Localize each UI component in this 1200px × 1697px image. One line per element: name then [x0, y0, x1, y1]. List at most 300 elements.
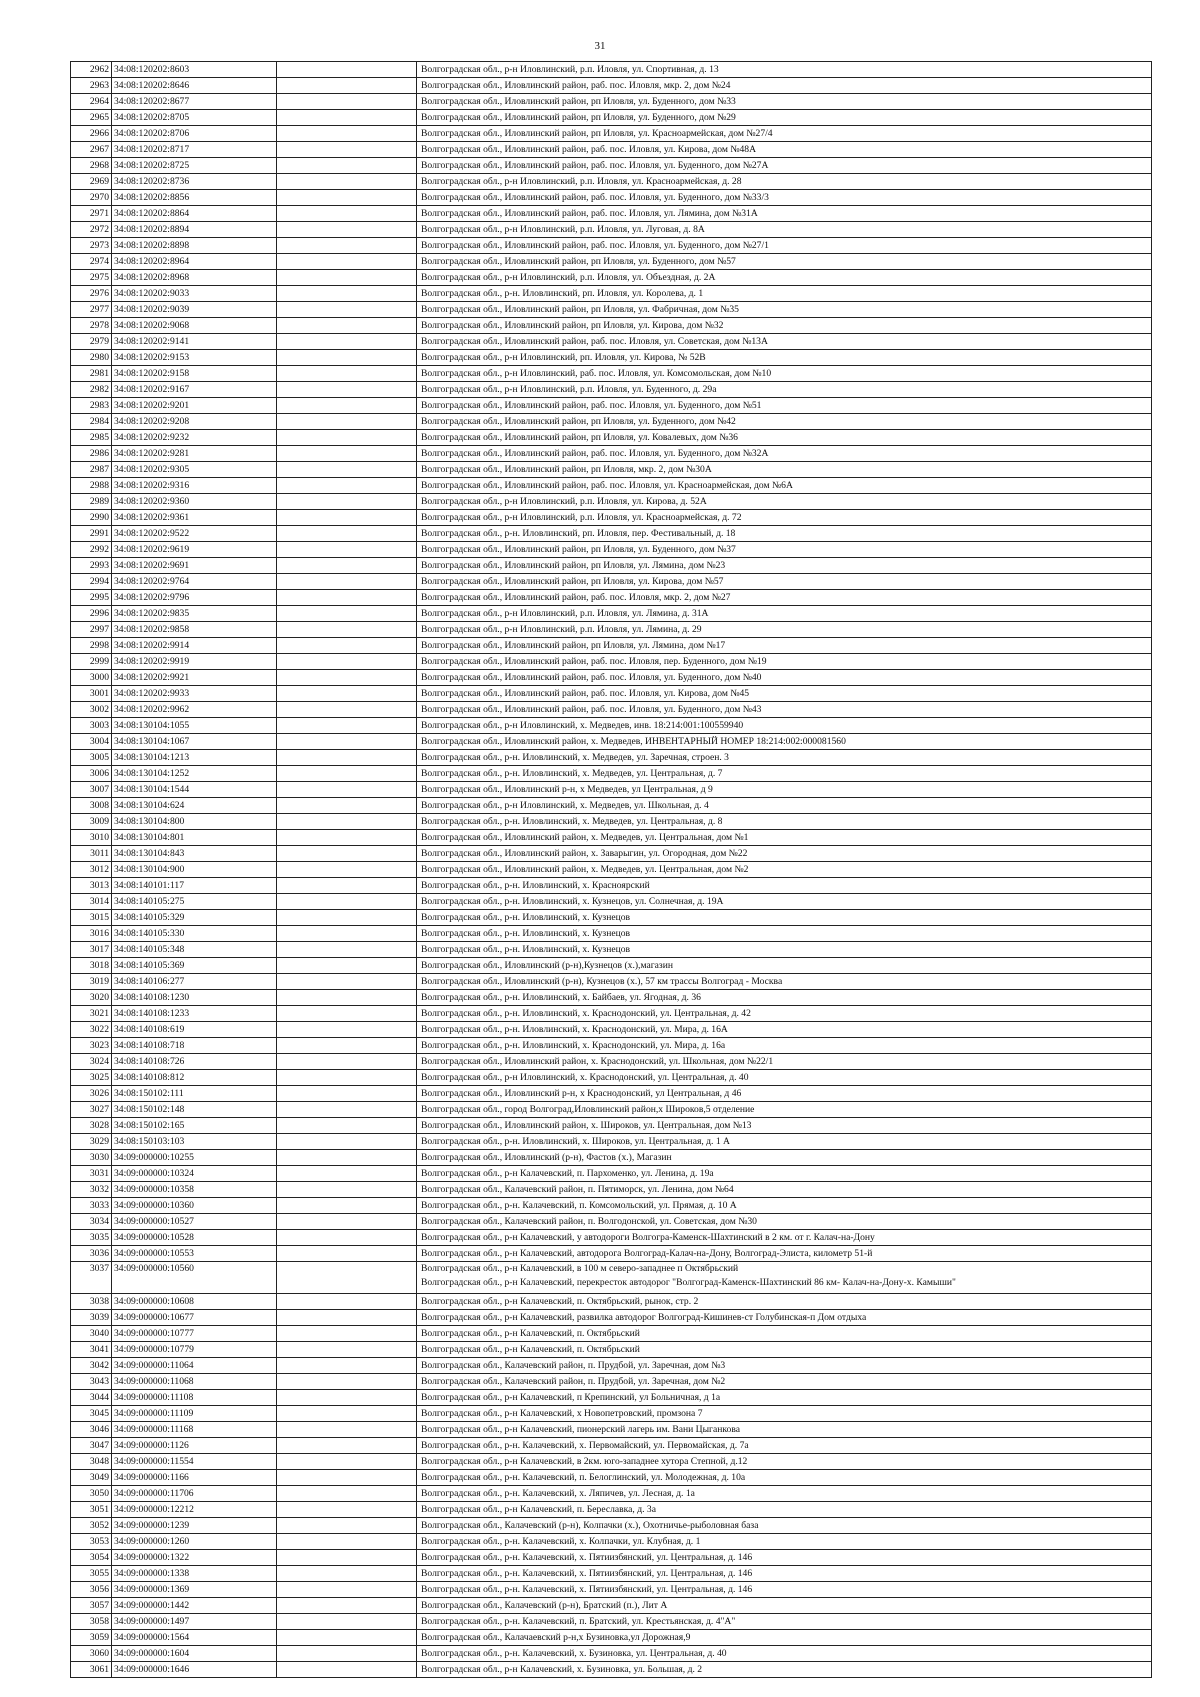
empty-cell [277, 910, 417, 926]
row-number-cell: 3013 [71, 878, 112, 894]
table-row [71, 1390, 1152, 1406]
address-cell: Волгоградская обл., Иловлинский район, рп Иловля, ул. Лямина, дом №23 [417, 558, 1152, 574]
row-number-cell: 3000 [71, 670, 112, 686]
address-cell: Волгоградская обл., р-н. Иловлинский, х. Краснодонский, ул. Мира, д. 16А [417, 1022, 1152, 1038]
empty-cell [277, 1054, 417, 1070]
row-number-cell: 2971 [71, 206, 112, 222]
cadastral-number-cell: 34:08:140108:1230 [112, 990, 277, 1006]
table-row [71, 750, 1152, 766]
address-cell: Волгоградская обл., Иловлинский район, раб. пос. Иловля, ул. Буденного, дом №43 [417, 702, 1152, 718]
cadastral-number-cell: 34:09:000000:10553 [112, 1246, 277, 1262]
cadastral-number-cell: 34:09:000000:10360 [112, 1198, 277, 1214]
cadastral-number-cell: 34:08:130104:801 [112, 830, 277, 846]
row-number-cell: 3016 [71, 926, 112, 942]
table-row [71, 1582, 1152, 1598]
address-cell: Волгоградская обл., Иловлинский р-н, х Медведев, ул Центральная, д 9 [417, 782, 1152, 798]
empty-cell [277, 1166, 417, 1182]
cadastral-number-cell: 34:08:120202:8706 [112, 126, 277, 142]
empty-cell [277, 1134, 417, 1150]
cadastral-number-cell: 34:08:130104:1067 [112, 734, 277, 750]
page-number: 31 [594, 40, 606, 52]
row-number-cell: 2965 [71, 110, 112, 126]
row-number-cell: 2987 [71, 462, 112, 478]
cadastral-number-cell: 34:08:120202:9691 [112, 558, 277, 574]
empty-cell [277, 1614, 417, 1630]
row-number-cell: 3030 [71, 1150, 112, 1166]
empty-cell [277, 286, 417, 302]
table-row [71, 238, 1152, 254]
row-number-cell: 2975 [71, 270, 112, 286]
table-row [71, 910, 1152, 926]
row-number-cell: 3014 [71, 894, 112, 910]
table-row [71, 1326, 1152, 1342]
cadastral-number-cell: 34:09:000000:10527 [112, 1214, 277, 1230]
cadastral-number-cell: 34:09:000000:1564 [112, 1630, 277, 1646]
cadastral-number-cell: 34:08:140106:277 [112, 974, 277, 990]
row-number-cell: 2981 [71, 366, 112, 382]
cadastral-number-cell: 34:08:120202:9764 [112, 574, 277, 590]
row-number-cell: 2973 [71, 238, 112, 254]
row-number-cell: 3035 [71, 1230, 112, 1246]
cadastral-number-cell: 34:09:000000:1322 [112, 1550, 277, 1566]
row-number-cell: 3041 [71, 1342, 112, 1358]
table-row [71, 222, 1152, 238]
address-cell: Волгоградская обл., р-н. Иловлинский, х. Широков, ул. Центральная, д. 1 А [417, 1134, 1152, 1150]
empty-cell [277, 830, 417, 846]
cadastral-number-cell: 34:08:150102:148 [112, 1102, 277, 1118]
empty-cell [277, 430, 417, 446]
cadastral-number-cell: 34:08:120202:9360 [112, 494, 277, 510]
row-number-cell: 3060 [71, 1646, 112, 1662]
table-row [71, 1614, 1152, 1630]
empty-cell [277, 222, 417, 238]
row-number-cell: 3017 [71, 942, 112, 958]
cadastral-number-cell: 34:08:120202:9316 [112, 478, 277, 494]
table-row [71, 798, 1152, 814]
address-cell: Волгоградская обл., р-н. Иловлинский, х. Кузнецов [417, 926, 1152, 942]
address-cell: Волгоградская обл., р-н. Калачевский, х. Пятиизбянский, ул. Центральная, д. 146 [417, 1582, 1152, 1598]
cadastral-number-cell: 34:08:120202:8736 [112, 174, 277, 190]
empty-cell [277, 1582, 417, 1598]
cadastral-number-cell: 34:08:150102:165 [112, 1118, 277, 1134]
row-number-cell: 3006 [71, 766, 112, 782]
cadastral-number-cell: 34:08:120202:8898 [112, 238, 277, 254]
empty-cell [277, 1502, 417, 1518]
empty-cell [277, 1150, 417, 1166]
row-number-cell: 2997 [71, 622, 112, 638]
table-row [71, 1038, 1152, 1054]
cadastral-number-cell: 34:08:120202:9068 [112, 318, 277, 334]
empty-cell [277, 1374, 417, 1390]
empty-cell [277, 414, 417, 430]
empty-cell [277, 1550, 417, 1566]
cadastral-number-cell: 34:08:130104:1544 [112, 782, 277, 798]
address-cell: Волгоградская обл., р-н. Калачевский, п. Братский, ул. Крестьянская, д. 4"А" [417, 1614, 1152, 1630]
row-number-cell: 3028 [71, 1118, 112, 1134]
row-number-cell: 2990 [71, 510, 112, 526]
address-cell: Волгоградская обл., р-н. Иловлинский, х. Кузнецов [417, 942, 1152, 958]
empty-cell [277, 958, 417, 974]
empty-cell [277, 334, 417, 350]
empty-cell [277, 1262, 417, 1294]
empty-cell [277, 718, 417, 734]
address-cell: Волгоградская обл., Иловлинский район, раб. пос. Иловля, ул. Советская, дом №13А [417, 334, 1152, 350]
table-row [71, 862, 1152, 878]
row-number-cell: 2964 [71, 94, 112, 110]
address-cell: Волгоградская обл., Иловлинский район, рп Иловля, ул. Буденного, дом №29 [417, 110, 1152, 126]
address-cell: Волгоградская обл., р-н. Калачевский, х. Ляпичев, ул. Лесная, д. 1а [417, 1486, 1152, 1502]
empty-cell [277, 398, 417, 414]
row-number-cell: 2986 [71, 446, 112, 462]
table-row [71, 78, 1152, 94]
address-cell: Волгоградская обл., Иловлинский район, рп Иловля, ул. Фабричная, дом №35 [417, 302, 1152, 318]
empty-cell [277, 702, 417, 718]
cadastral-number-cell: 34:08:120202:9281 [112, 446, 277, 462]
empty-cell [277, 190, 417, 206]
cadastral-number-cell: 34:09:000000:1166 [112, 1470, 277, 1486]
empty-cell [277, 1422, 417, 1438]
table-row [71, 734, 1152, 750]
cadastral-number-cell: 34:08:120202:9835 [112, 606, 277, 622]
table-row [71, 1262, 1152, 1294]
empty-cell [277, 1662, 417, 1678]
row-number-cell: 2994 [71, 574, 112, 590]
row-number-cell: 3032 [71, 1182, 112, 1198]
address-cell: Волгоградская обл., р-н. Иловлинский, х. Кузнецов, ул. Солнечная, д. 19А [417, 894, 1152, 910]
row-number-cell: 3040 [71, 1326, 112, 1342]
cadastral-number-cell: 34:08:140108:726 [112, 1054, 277, 1070]
table-row [71, 718, 1152, 734]
row-number-cell: 2989 [71, 494, 112, 510]
row-number-cell: 2988 [71, 478, 112, 494]
cadastral-number-cell: 34:08:140105:275 [112, 894, 277, 910]
empty-cell [277, 142, 417, 158]
empty-cell [277, 686, 417, 702]
row-number-cell: 3046 [71, 1422, 112, 1438]
cadastral-number-cell: 34:09:000000:1260 [112, 1534, 277, 1550]
table-row [71, 622, 1152, 638]
empty-cell [277, 798, 417, 814]
address-cell: Волгоградская обл., р-н. Калачевский, х. Пятиизбянский, ул. Центральная, д. 146 [417, 1550, 1152, 1566]
cadastral-number-cell: 34:08:120202:8603 [112, 62, 277, 78]
address-cell: Волгоградская обл., р-н Иловлинский, р.п. Иловля, ул. Красноармейская, д. 28 [417, 174, 1152, 190]
address-cell: Волгоградская обл., р-н. Калачевский, п. Белоглинский, ул. Молодежная, д. 10а [417, 1470, 1152, 1486]
cadastral-number-cell: 34:09:000000:10677 [112, 1310, 277, 1326]
table-row [71, 350, 1152, 366]
table-row [71, 814, 1152, 830]
cadastral-number-cell: 34:08:120202:8646 [112, 78, 277, 94]
cadastral-number-cell: 34:08:120202:9858 [112, 622, 277, 638]
row-number-cell: 3056 [71, 1582, 112, 1598]
address-cell: Волгоградская обл., Калачевский (р-н), Братский (п.), Лит А [417, 1598, 1152, 1614]
cadastral-number-cell: 34:09:000000:10779 [112, 1342, 277, 1358]
empty-cell [277, 318, 417, 334]
cadastral-number-cell: 34:08:120202:9232 [112, 430, 277, 446]
row-number-cell: 3036 [71, 1246, 112, 1262]
cadastral-number-cell: 34:08:120202:9201 [112, 398, 277, 414]
table-row [71, 142, 1152, 158]
address-cell: Волгоградская обл., Иловлинский район, х. Краснодонский, ул. Школьная, дом №22/1 [417, 1054, 1152, 1070]
table-row [71, 1246, 1152, 1262]
cadastral-number-cell: 34:09:000000:12212 [112, 1502, 277, 1518]
row-number-cell: 3007 [71, 782, 112, 798]
row-number-cell: 3031 [71, 1166, 112, 1182]
cadastral-number-cell: 34:09:000000:11108 [112, 1390, 277, 1406]
address-cell: Волгоградская обл., р-н. Иловлинский, х. Кузнецов [417, 910, 1152, 926]
cadastral-number-cell: 34:08:120202:9158 [112, 366, 277, 382]
row-number-cell: 3009 [71, 814, 112, 830]
table-row [71, 398, 1152, 414]
empty-cell [277, 350, 417, 366]
row-number-cell: 3027 [71, 1102, 112, 1118]
table-row [71, 958, 1152, 974]
address-cell: Волгоградская обл., Иловлинский район, раб. пос. Иловля, ул. Буденного, дом №51 [417, 398, 1152, 414]
cadastral-number-cell: 34:08:120202:8968 [112, 270, 277, 286]
table-row [71, 1518, 1152, 1534]
cadastral-number-cell: 34:08:120202:8705 [112, 110, 277, 126]
row-number-cell: 2999 [71, 654, 112, 670]
table-row [71, 1118, 1152, 1134]
address-cell: Волгоградская обл., р-н Калачевский, х Новопетровский, промзона 7 [417, 1406, 1152, 1422]
address-cell: Волгоградская обл., Иловлинский район, раб. пос. Иловля, ул. Лямина, дом №31А [417, 206, 1152, 222]
cadastral-number-cell: 34:08:120202:8725 [112, 158, 277, 174]
empty-cell [277, 1086, 417, 1102]
cadastral-number-cell: 34:08:120202:8894 [112, 222, 277, 238]
cadastral-number-cell: 34:08:120202:9933 [112, 686, 277, 702]
row-number-cell: 3051 [71, 1502, 112, 1518]
table-row [71, 510, 1152, 526]
table-row [71, 686, 1152, 702]
row-number-cell: 2993 [71, 558, 112, 574]
empty-cell [277, 1294, 417, 1310]
address-cell: Волгоградская обл., Иловлинский (р-н), Кузнецов (х.), 57 км трассы Волгоград - Москва [417, 974, 1152, 990]
empty-cell [277, 158, 417, 174]
address-cell: Волгоградская обл., Иловлинский (р-н), Фастов (х.), Магазин [417, 1150, 1152, 1166]
row-number-cell: 3023 [71, 1038, 112, 1054]
empty-cell [277, 1102, 417, 1118]
empty-cell [277, 1070, 417, 1086]
cadastral-number-cell: 34:09:000000:11168 [112, 1422, 277, 1438]
address-cell: Волгоградская обл., Иловлинский район, рп Иловля, ул. Буденного, дом №57 [417, 254, 1152, 270]
row-number-cell: 2979 [71, 334, 112, 350]
empty-cell [277, 1310, 417, 1326]
address-cell: Волгоградская обл., р-н. Иловлинский, х. Медведев, ул. Центральная, д. 7 [417, 766, 1152, 782]
row-number-cell: 2972 [71, 222, 112, 238]
table-row [71, 446, 1152, 462]
cadastral-number-cell: 34:08:120202:9033 [112, 286, 277, 302]
row-number-cell: 3061 [71, 1662, 112, 1678]
address-cell: Волгоградская обл., р-н Иловлинский, раб. пос. Иловля, ул. Комсомольская, дом №10 [417, 366, 1152, 382]
empty-cell [277, 878, 417, 894]
empty-cell [277, 814, 417, 830]
address-cell: Волгоградская обл., р-н Иловлинский, х. Медведев, ул. Школьная, д. 4 [417, 798, 1152, 814]
empty-cell [277, 622, 417, 638]
row-number-cell: 3053 [71, 1534, 112, 1550]
table-row [71, 1374, 1152, 1390]
cadastral-number-cell: 34:08:130104:900 [112, 862, 277, 878]
cadastral-number-cell: 34:08:130104:1055 [112, 718, 277, 734]
address-cell: Волгоградская обл., р-н. Калачевский, х. Бузиновка, ул. Центральная, д. 40 [417, 1646, 1152, 1662]
cadastral-number-cell: 34:08:140108:812 [112, 1070, 277, 1086]
empty-cell [277, 1230, 417, 1246]
empty-cell [277, 270, 417, 286]
address-cell: Волгоградская обл., р-н Калачевский, п. Береславка, д. 3а [417, 1502, 1152, 1518]
empty-cell [277, 606, 417, 622]
row-number-cell: 2978 [71, 318, 112, 334]
empty-cell [277, 942, 417, 958]
cadastral-number-cell: 34:08:140101:117 [112, 878, 277, 894]
cadastral-number-cell: 34:08:120202:9039 [112, 302, 277, 318]
empty-cell [277, 1646, 417, 1662]
address-cell: Волгоградская обл., Иловлинский район, х. Широков, ул. Центральная, дом №13 [417, 1118, 1152, 1134]
cadastral-number-cell: 34:08:120202:8717 [112, 142, 277, 158]
cadastral-number-cell: 34:08:120202:9141 [112, 334, 277, 350]
table-row [71, 1502, 1152, 1518]
row-number-cell: 2962 [71, 62, 112, 78]
cadastral-number-cell: 34:08:130104:1252 [112, 766, 277, 782]
table-row [71, 1630, 1152, 1646]
row-number-cell: 3042 [71, 1358, 112, 1374]
row-number-cell: 3020 [71, 990, 112, 1006]
address-cell: Волгоградская обл., Иловлинский район, рп Иловля, ул. Буденного, дом №42 [417, 414, 1152, 430]
table-row [71, 478, 1152, 494]
table-row [71, 830, 1152, 846]
row-number-cell: 2963 [71, 78, 112, 94]
empty-cell [277, 1326, 417, 1342]
table-row [71, 558, 1152, 574]
address-cell: Волгоградская обл., р-н. Иловлинский, х. Краснодонский, ул. Центральная, д. 42 [417, 1006, 1152, 1022]
address-cell: Волгоградская обл., р-н. Иловлинский, х. Байбаев, ул. Ягодная, д. 36 [417, 990, 1152, 1006]
row-number-cell: 3004 [71, 734, 112, 750]
cadastral-number-cell: 34:09:000000:10777 [112, 1326, 277, 1342]
cadastral-number-cell: 34:09:000000:1239 [112, 1518, 277, 1534]
table-row [71, 1022, 1152, 1038]
table-row [71, 1054, 1152, 1070]
table-row [71, 1198, 1152, 1214]
table-row [71, 206, 1152, 222]
empty-cell [277, 1406, 417, 1422]
row-number-cell: 3033 [71, 1198, 112, 1214]
table-row [71, 574, 1152, 590]
address-cell: Волгоградская обл., р-н Калачевский, п. Октябрьский [417, 1342, 1152, 1358]
table-row [71, 654, 1152, 670]
table-row [71, 110, 1152, 126]
empty-cell [277, 1438, 417, 1454]
row-number-cell: 2998 [71, 638, 112, 654]
table-row [71, 1214, 1152, 1230]
empty-cell [277, 1214, 417, 1230]
row-number-cell: 2969 [71, 174, 112, 190]
address-cell: Волгоградская обл., р-н Иловлинский, р.п. Иловля, ул. Лямина, д. 31А [417, 606, 1152, 622]
address-cell: Волгоградская обл., р-н Калачевский, развилка автодорог Волгоград-Кишинев-ст Голубинская-п Дом отдыха [417, 1310, 1152, 1326]
empty-cell [277, 1486, 417, 1502]
cadastral-number-cell: 34:09:000000:11109 [112, 1406, 277, 1422]
address-cell: Волгоградская обл., р-н Иловлинский, р.п. Иловля, ул. Объездная, д. 2А [417, 270, 1152, 286]
empty-cell [277, 78, 417, 94]
empty-cell [277, 238, 417, 254]
empty-cell [277, 734, 417, 750]
address-cell: Волгоградская обл., р-н. Иловлинский, х. Красноярский [417, 878, 1152, 894]
row-number-cell: 3029 [71, 1134, 112, 1150]
address-cell: Волгоградская обл., р-н. Иловлинский, рп. Иловля, пер. Фестивальный, д. 18 [417, 526, 1152, 542]
cadastral-number-cell: 34:09:000000:1442 [112, 1598, 277, 1614]
table-row [71, 1070, 1152, 1086]
row-number-cell: 3015 [71, 910, 112, 926]
cadastral-number-cell: 34:08:150102:111 [112, 1086, 277, 1102]
row-number-cell: 3021 [71, 1006, 112, 1022]
empty-cell [277, 494, 417, 510]
empty-cell [277, 1566, 417, 1582]
table-row [71, 606, 1152, 622]
cadastral-number-cell: 34:08:140108:1233 [112, 1006, 277, 1022]
table-row [71, 638, 1152, 654]
row-number-cell: 3024 [71, 1054, 112, 1070]
cadastral-number-cell: 34:08:120202:9914 [112, 638, 277, 654]
row-number-cell: 2991 [71, 526, 112, 542]
address-cell: Волгоградская обл., Калачевский (р-н), Колпачки (х.), Охотничье-рыболовная база [417, 1518, 1152, 1534]
row-number-cell: 2985 [71, 430, 112, 446]
table-row [71, 94, 1152, 110]
address-cell: Волгоградская обл., Иловлинский район, раб. пос. Иловля, ул. Буденного, дом №27А [417, 158, 1152, 174]
row-number-cell: 3057 [71, 1598, 112, 1614]
table-row [71, 1646, 1152, 1662]
table-row [71, 670, 1152, 686]
empty-cell [277, 926, 417, 942]
row-number-cell: 3011 [71, 846, 112, 862]
cadastral-number-cell: 34:09:000000:10560 [112, 1262, 277, 1294]
table-row [71, 526, 1152, 542]
address-cell: Волгоградская обл., Иловлинский район, х. Заварыгин, ул. Огородная, дом №22 [417, 846, 1152, 862]
empty-cell [277, 1198, 417, 1214]
table-row [71, 158, 1152, 174]
table-row [71, 1310, 1152, 1326]
table-row [71, 382, 1152, 398]
row-number-cell: 3047 [71, 1438, 112, 1454]
empty-cell [277, 574, 417, 590]
address-cell: Волгоградская обл., Иловлинский район, х. Медведев, ул. Центральная, дом №1 [417, 830, 1152, 846]
address-cell: Волгоградская обл., Иловлинский (р-н),Кузнецов (х.),магазин [417, 958, 1152, 974]
address-cell: Волгоградская обл., Иловлинский район, раб. пос. Иловля, ул. Буденного, дом №33/3 [417, 190, 1152, 206]
cadastral-number-cell: 34:08:120202:8864 [112, 206, 277, 222]
address-cell: Волгоградская обл., р-н Калачевский, в 2км. юго-западнее хутора Степной, д.12 [417, 1454, 1152, 1470]
address-cell: Волгоградская обл., Калачевский район, п. Пятиморск, ул. Ленина, дом №64 [417, 1182, 1152, 1198]
row-number-cell: 3025 [71, 1070, 112, 1086]
address-cell: Волгоградская обл., Иловлинский район, рп Иловля, ул. Буденного, дом №37 [417, 542, 1152, 558]
row-number-cell: 2977 [71, 302, 112, 318]
cadastral-number-cell: 34:08:120202:9796 [112, 590, 277, 606]
empty-cell [277, 1518, 417, 1534]
row-number-cell: 3058 [71, 1614, 112, 1630]
table-row [71, 414, 1152, 430]
address-cell: Волгоградская обл., р-н Иловлинский, рп. Иловля, ул. Кирова, № 52В [417, 350, 1152, 366]
table-row [71, 782, 1152, 798]
cadastral-number-cell: 34:09:000000:1338 [112, 1566, 277, 1582]
empty-cell [277, 1246, 417, 1262]
address-cell: Волгоградская обл., р-н. Иловлинский, х. Медведев, ул. Заречная, строен. 3 [417, 750, 1152, 766]
table-row [71, 462, 1152, 478]
row-number-cell: 3010 [71, 830, 112, 846]
table-row [71, 1454, 1152, 1470]
empty-cell [277, 94, 417, 110]
empty-cell [277, 382, 417, 398]
empty-cell [277, 206, 417, 222]
row-number-cell: 2982 [71, 382, 112, 398]
cadastral-number-cell: 34:08:140108:718 [112, 1038, 277, 1054]
row-number-cell: 2974 [71, 254, 112, 270]
empty-cell [277, 542, 417, 558]
address-cell: Волгоградская обл., Калачевский район, п. Прудбой, ул. Заречная, дом №2 [417, 1374, 1152, 1390]
empty-cell [277, 782, 417, 798]
